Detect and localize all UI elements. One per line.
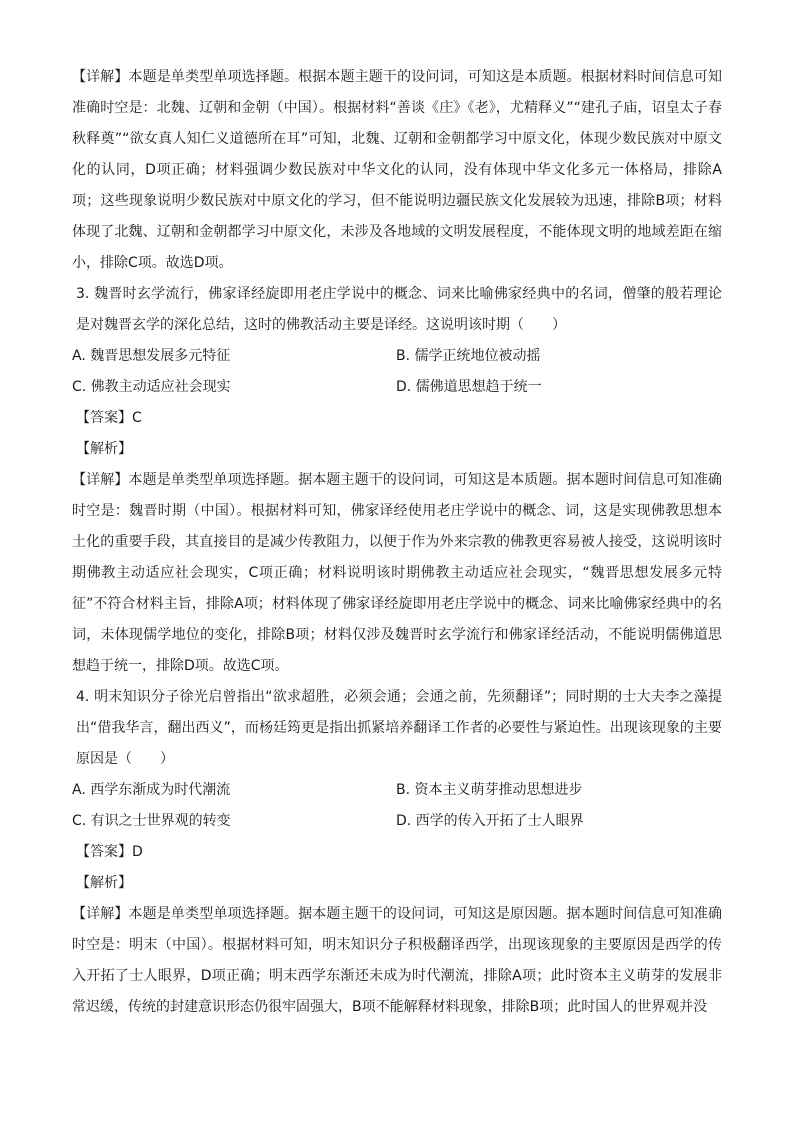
q4-option-b: B. 资本主义萌芽推动思想进步 bbox=[396, 782, 583, 798]
q3-option-a: A. 魏晋思想发展多元特征 bbox=[72, 348, 231, 364]
q3-analysis-label: 【解析】 bbox=[76, 441, 132, 457]
q3-option-b: B. 儒学正统地位被动摇 bbox=[396, 348, 541, 364]
q3-options bbox=[72, 341, 722, 403]
q4-option-d: D. 西学的传入开拓了士人眼界 bbox=[396, 813, 584, 829]
q4-detail-paragraph: 【详解】本题是单类型单项选择题。据本题主题干的设问词，可知这是原因题。据本题时间信息可知准确时空是：明末（中国）。根据材料可知，明末知识分子积极翻译西学，出现该现象的主要原因是西学的传入开拓了士人眼界，D项正确；明末西学东渐还未成为时代潮流，排除A项；此时资本主义萌芽的发展非常迟缓，传统的封建意识形态仍很牢固强大，B项不能解释材料现象，排除B项；此时国人的世界观并没 bbox=[72, 906, 722, 1015]
q2-detail-paragraph: 【详解】本题是单类型单项选择题。根据本题主题干的设问词，可知这是本质题。根据材料时间信息可知准确时空是：北魏、辽朝和金朝（中国）。根据材料“善谈《庄》《老》，尤精释义”“建孔子庙，诏皇太子春秋释奠”“欲女真人知仁义道德所在耳”可知，北魏、辽朝和金朝都学习中原文化，体现少数民族对中原文化的认同，D项正确；材料强调少数民族对中华文化的认同，没有体现中华文化多元一体格局，排除A项；这些现象说明少数民族对中原文化的学习，但不能说明边疆民族文化发展较为迅速，排除B项；材料体现了北魏、辽朝和金朝都学习中原文化，未涉及各地域的文明发展程度，不能体现文明的地域差距在缩小，排除C项。故选D项。 bbox=[72, 69, 722, 271]
q4-question-stem: 4. 明末知识分子徐光启曾指出“欲求超胜，必须会通；会通之前，先须翻译”；同时期的士大夫李之藻提出“借我华言，翻出西义”，而杨廷筠更是指出抓紧培养翻译工作者的必要性与紧迫性。出现该现象的主要原因是（ ） bbox=[76, 689, 722, 767]
q3-option-d: D. 儒佛道思想趋于统一 bbox=[396, 379, 542, 395]
q4-options bbox=[72, 775, 722, 837]
q4-option-c: C. 有识之士世界观的转变 bbox=[72, 813, 231, 829]
document-page bbox=[72, 62, 722, 1023]
q3-option-c: C. 佛教主动适应社会现实 bbox=[72, 379, 231, 395]
q4-option-a: A. 西学东渐成为时代潮流 bbox=[72, 782, 231, 798]
q3-detail-paragraph: 【详解】本题是单类型单项选择题。据本题主题干的设问词，可知这是本质题。据本题时间信息可知准确时空是：魏晋时期（中国）。根据材料可知，佛家译经使用老庄学说中的概念、词，这是实现佛教思想本土化的重要手段，其直接目的是减少传教阻力，以便于作为外来宗教的佛教更容易被人接受，这说明该时期佛教主动适应社会现实，C项正确；材料说明该时期佛教主动适应社会现实，“魏晋思想发展多元特征”不符合材料主旨，排除A项；材料体现了佛家译经旋即用老庄学说中的概念、词来比喻佛家经典中的名词，未体现儒学地位的变化，排除B项；材料仅涉及魏晋时玄学流行和佛家译经活动，不能说明儒佛道思想趋于统一，排除D项。故选C项。 bbox=[72, 472, 722, 674]
q4-analysis-label: 【解析】 bbox=[76, 875, 132, 891]
q3-answer: 【答案】C bbox=[76, 410, 142, 426]
q3-question-stem: 3. 魏晋时玄学流行，佛家译经旋即用老庄学说中的概念、词来比喻佛家经典中的名词，僧肇的般若理论是对魏晋玄学的深化总结，这时的佛教活动主要是译经。这说明该时期（ ） bbox=[76, 286, 722, 333]
q4-answer: 【答案】D bbox=[76, 844, 143, 860]
